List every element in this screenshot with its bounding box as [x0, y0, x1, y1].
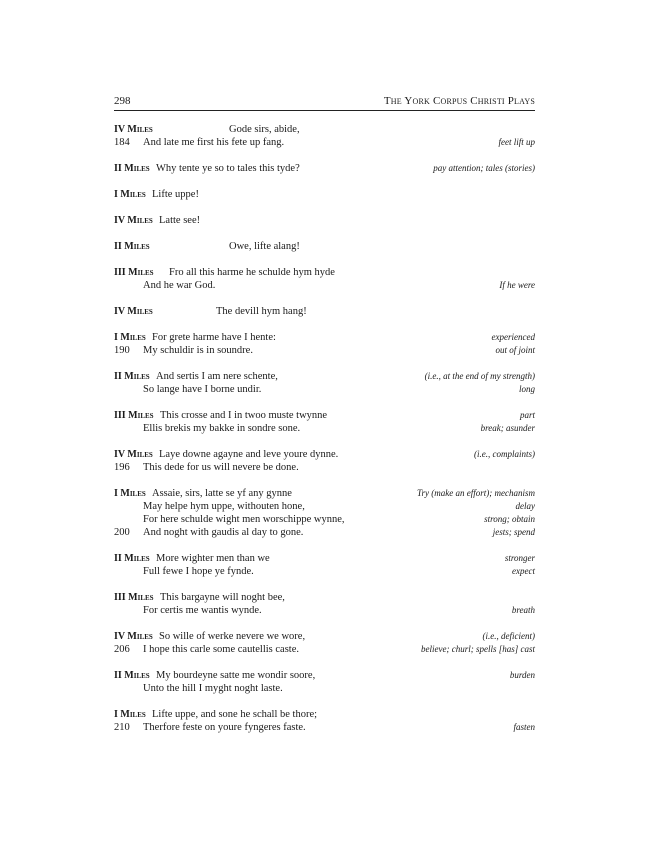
speech: [114, 266, 535, 292]
verse-text: For grete harme have I hente:: [152, 332, 276, 343]
verse-text: Full fewe I hope ye fynde.: [143, 566, 254, 577]
gloss: jests; spend: [492, 527, 535, 537]
gloss: If he were: [499, 280, 535, 290]
verse-line: [114, 266, 535, 279]
speaker-name: I Miles: [114, 709, 146, 720]
verse-text: Laye downe agayne and leve youre dynne.: [159, 449, 339, 460]
verse-line: [114, 721, 535, 734]
verse-text: Fro all this harme he schulde hym hyde: [169, 267, 335, 278]
speaker-name: IV Miles: [114, 215, 153, 226]
speaker-name: II Miles: [114, 163, 150, 174]
verse-text: The devill hym hang!: [216, 306, 307, 317]
speech: [114, 188, 535, 201]
verse-line: [114, 487, 535, 500]
line-number: 196: [114, 462, 130, 473]
verse-text: Latte see!: [159, 215, 201, 226]
verse-line: [114, 669, 535, 682]
verse-line: [114, 591, 535, 604]
verse-line: [114, 370, 535, 383]
verse-text: Assaie, sirs, latte se yf any gynne: [152, 488, 292, 499]
gloss: believe; churl; spells [has] cast: [421, 644, 535, 654]
verse-line: [114, 604, 535, 617]
gloss: fasten: [513, 722, 535, 732]
speech: [114, 240, 535, 253]
verse-line: [114, 279, 535, 292]
verse-text: And noght with gaudis al day to gone.: [143, 527, 304, 538]
verse-line: [114, 708, 535, 721]
verse-text: Gode sirs, abide,: [229, 124, 300, 135]
speaker-name: IV Miles: [114, 631, 153, 642]
gloss: delay: [515, 501, 535, 511]
speech: [114, 669, 535, 695]
verse-line: [114, 331, 535, 344]
speech: [114, 487, 535, 539]
verse-text: My schuldir is in soundre.: [143, 345, 253, 356]
verse-text: Ellis brekis my bakke in sondre sone.: [143, 423, 301, 434]
gloss: strong; obtain: [484, 514, 535, 524]
speaker-name: I Miles: [114, 332, 146, 343]
speaker-name: I Miles: [114, 488, 146, 499]
verse-line: [114, 630, 535, 643]
verse-line: [114, 136, 535, 149]
speech: [114, 305, 535, 318]
speaker-name: III Miles: [114, 592, 154, 603]
verse-line: [114, 422, 535, 435]
verse-line: [114, 565, 535, 578]
verse-text: Lifte uppe, and sone he schall be thore;: [152, 709, 318, 720]
speaker-name: IV Miles: [114, 449, 153, 460]
speech: [114, 370, 535, 396]
line-number: 184: [114, 137, 130, 148]
gloss: burden: [509, 670, 535, 680]
verse-line: [114, 409, 535, 422]
speech: [114, 552, 535, 578]
verse-text: So lange have I borne undir.: [143, 384, 262, 395]
speaker-name: II Miles: [114, 371, 150, 382]
verse-text: I hope this carle some cautellis caste.: [143, 644, 299, 655]
verse-text: This crosse and I in twoo muste twynne: [160, 410, 328, 421]
verse-line: [114, 383, 535, 396]
verse-line: [114, 214, 535, 227]
speaker-name: II Miles: [114, 553, 150, 564]
gloss: pay attention; tales (stories): [433, 163, 535, 173]
speech: [114, 123, 535, 149]
gloss: expect: [512, 566, 535, 576]
verse-line: [114, 682, 535, 695]
verse-text: Therfore feste on youre fyngeres faste.: [143, 722, 306, 733]
play-text: [114, 123, 535, 747]
speech: [114, 214, 535, 227]
gloss: (i.e., deficient): [482, 631, 535, 641]
verse-text: For certis me wantis wynde.: [143, 605, 262, 616]
gloss: (i.e., complaints): [474, 449, 535, 459]
speaker-name: IV Miles: [114, 306, 153, 317]
line-number: 200: [114, 527, 130, 538]
gloss: feet lift up: [498, 137, 535, 147]
verse-text: For here schulde wight men worschippe wynne,: [143, 514, 345, 525]
gloss: part: [519, 410, 535, 420]
verse-line: [114, 305, 535, 318]
verse-text: And sertis I am nere schente,: [156, 371, 278, 382]
verse-line: [114, 643, 535, 656]
verse-text: So wille of werke nevere we wore,: [159, 631, 306, 642]
speech: [114, 630, 535, 656]
speech: [114, 591, 535, 617]
line-number: 206: [114, 644, 130, 655]
verse-line: [114, 123, 535, 136]
speaker-name: III Miles: [114, 410, 154, 421]
speech: [114, 708, 535, 734]
verse-text: And he war God.: [143, 280, 216, 291]
speech: [114, 409, 535, 435]
speech: [114, 331, 535, 357]
speaker-name: II Miles: [114, 670, 150, 681]
verse-line: [114, 162, 535, 175]
gloss: (i.e., at the end of my strength): [424, 371, 535, 381]
verse-line: [114, 513, 535, 526]
gloss: break; asunder: [480, 423, 535, 433]
gloss: Try (make an effort); mechanism: [417, 488, 535, 498]
verse-text: This bargayne will noght bee,: [160, 592, 285, 603]
gloss: stronger: [504, 553, 535, 563]
verse-line: [114, 344, 535, 357]
gloss: experienced: [491, 332, 535, 342]
speech: [114, 162, 535, 175]
running-title: The York Corpus Christi Plays: [383, 95, 535, 107]
verse-text: And late me first his fete up fang.: [143, 137, 285, 148]
verse-line: [114, 448, 535, 461]
verse-text: My bourdeyne satte me wondir soore,: [156, 670, 316, 681]
line-number: 210: [114, 722, 130, 733]
speaker-name: III Miles: [114, 267, 154, 278]
verse-line: [114, 526, 535, 539]
verse-text: Lifte uppe!: [152, 189, 199, 200]
speaker-name: I Miles: [114, 189, 146, 200]
verse-text: Unto the hill I myght noght laste.: [143, 683, 283, 694]
verse-text: More wighter men than we: [156, 553, 270, 564]
verse-line: [114, 240, 535, 253]
speech: [114, 448, 535, 474]
verse-line: [114, 188, 535, 201]
verse-text: Owe, lifte alang!: [229, 241, 300, 252]
line-number: 190: [114, 345, 130, 356]
verse-text: May helpe hym uppe, withouten hone,: [143, 501, 305, 512]
page-header: [114, 95, 535, 111]
verse-text: Why tente ye so to tales this tyde?: [156, 163, 300, 174]
page-number: 298: [114, 95, 131, 107]
verse-text: This dede for us will nevere be done.: [143, 462, 299, 473]
verse-line: [114, 461, 535, 474]
speaker-name: II Miles: [114, 241, 150, 252]
verse-line: [114, 552, 535, 565]
gloss: breath: [511, 605, 535, 615]
speaker-name: IV Miles: [114, 124, 153, 135]
gloss: long: [518, 384, 535, 394]
gloss: out of joint: [495, 345, 535, 355]
verse-line: [114, 500, 535, 513]
